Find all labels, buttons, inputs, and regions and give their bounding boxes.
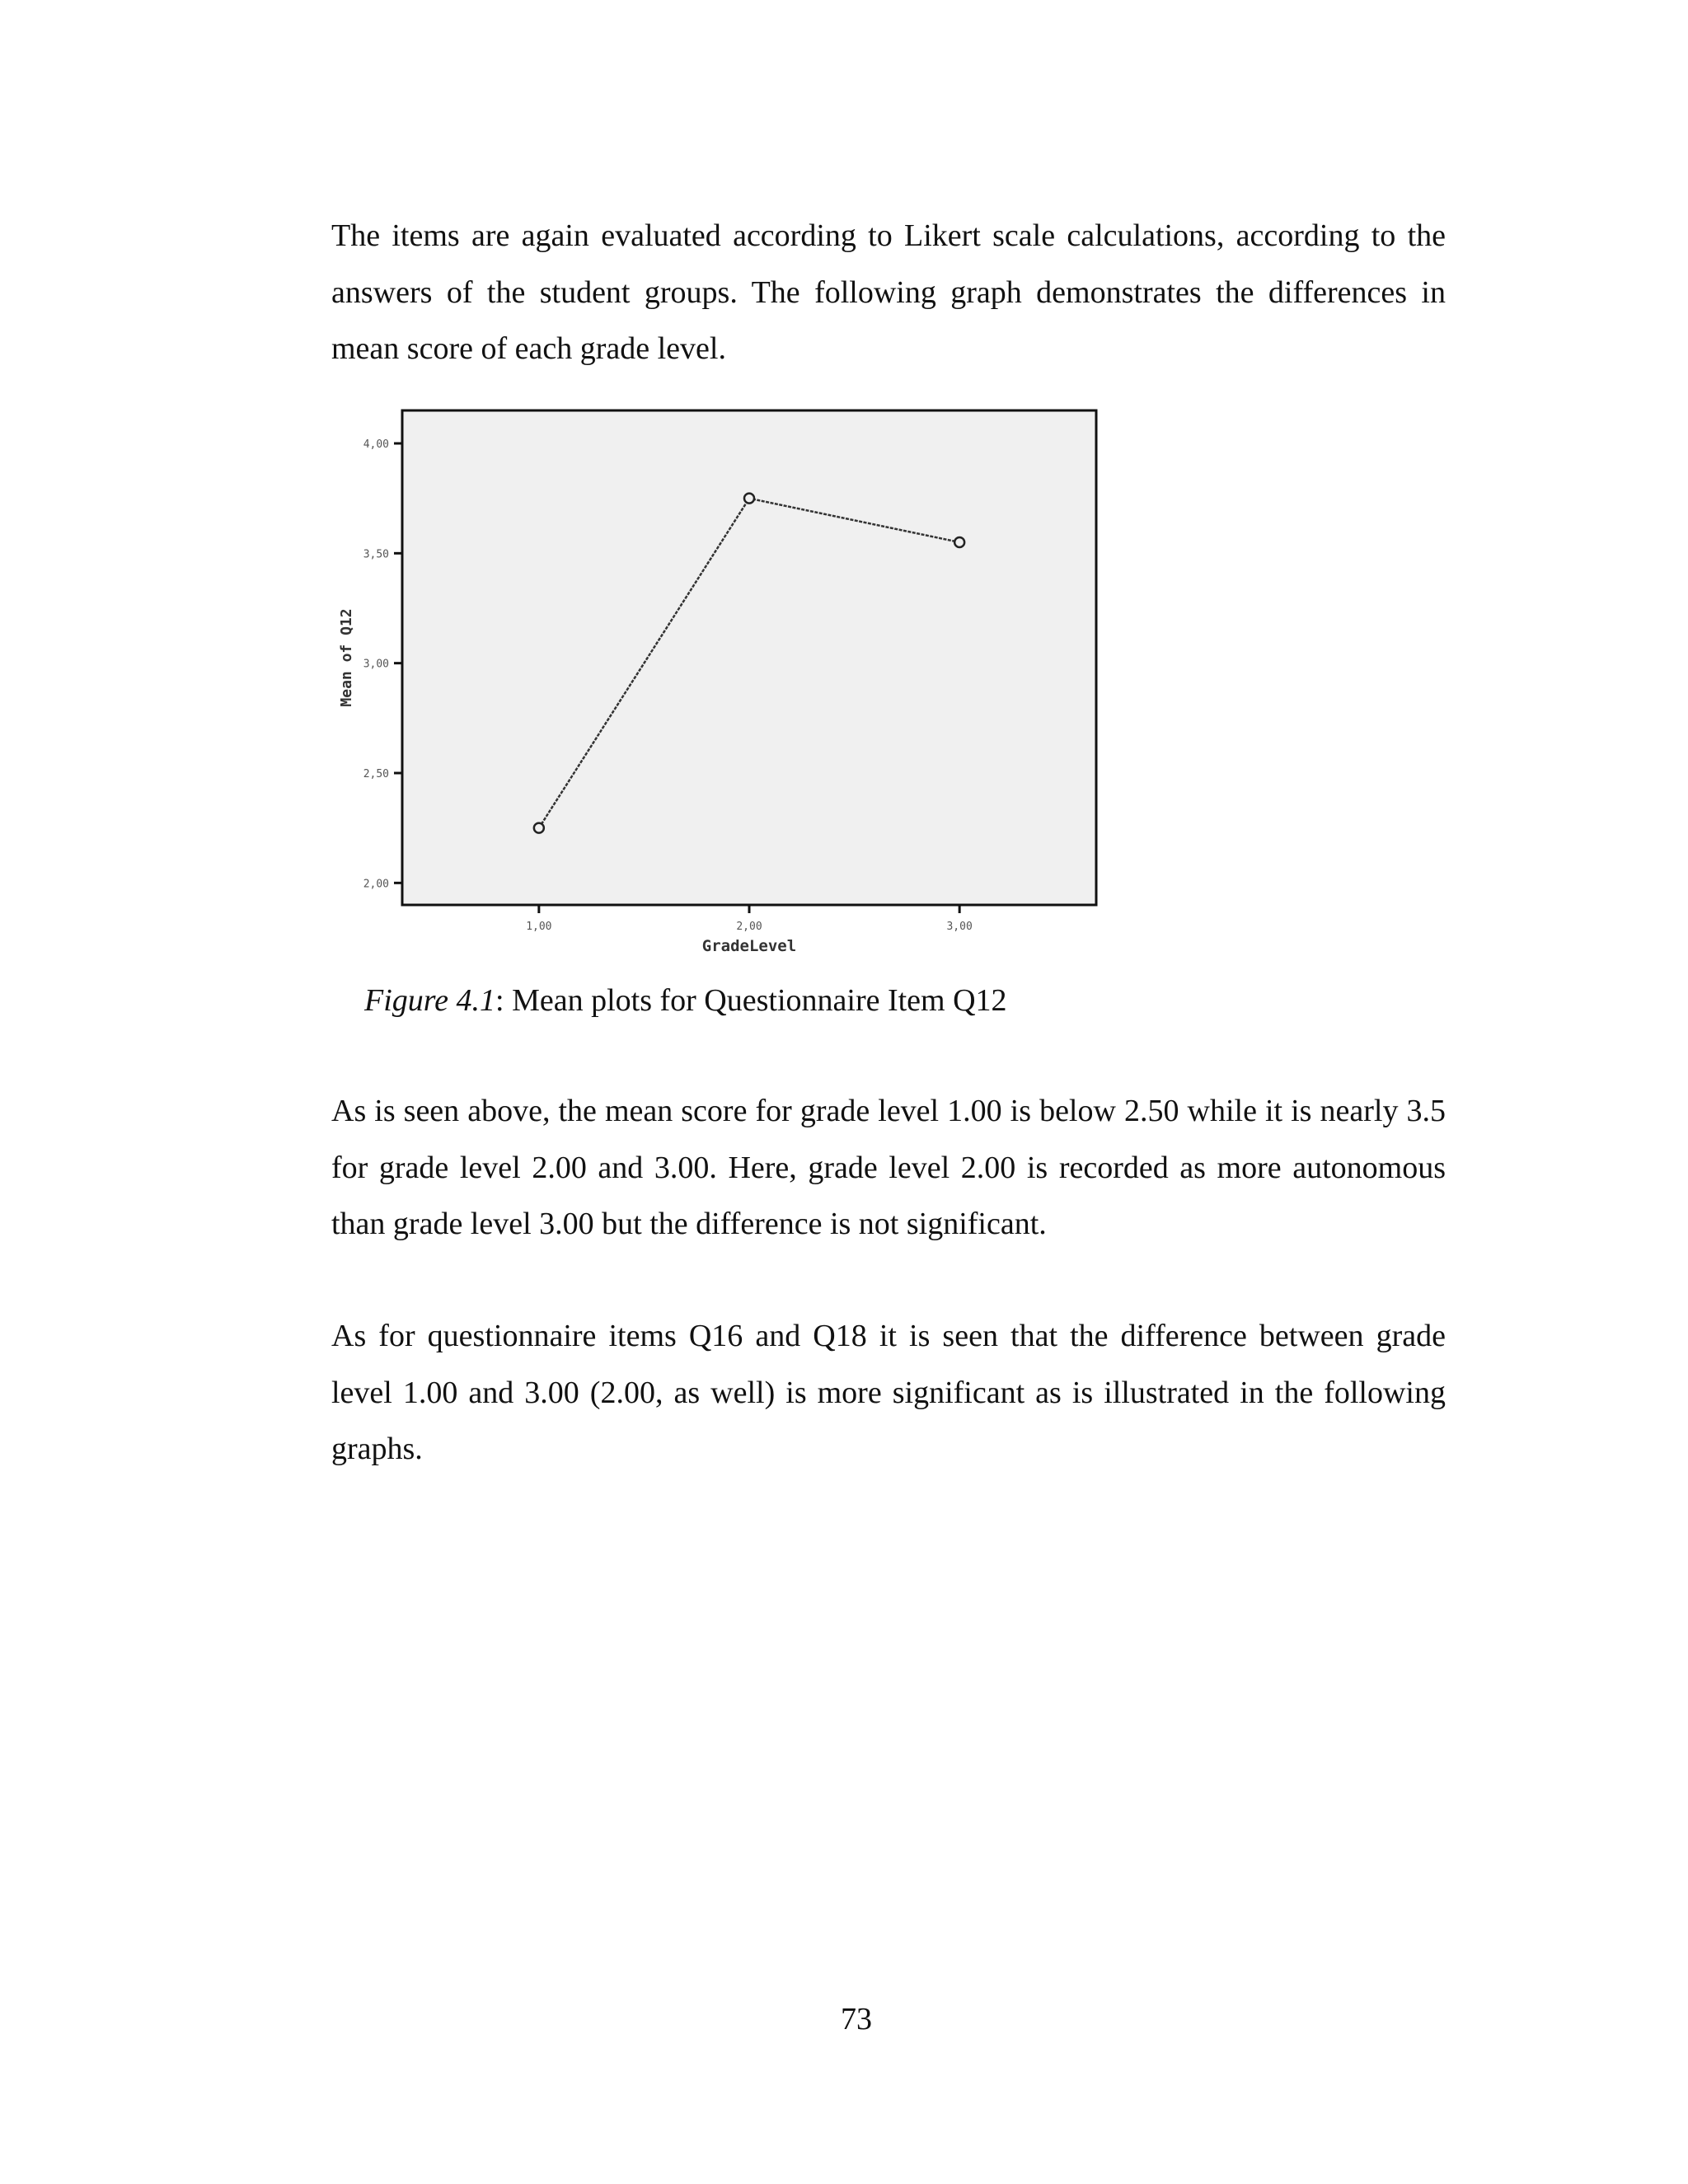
page-number: 73 [841, 2002, 872, 2036]
intro-paragraph: The items are again evaluated according to Likert scale calculations, according to the answers of the student groups. The following graph demonstrates the differences in mean score of each grade level. [331, 218, 1446, 366]
data-point-marker [534, 823, 544, 833]
y-axis-label: Mean of Q12 [338, 608, 355, 707]
figure-label: Figure 4.1 [364, 983, 496, 1018]
y-tick-label: 3,00 [363, 658, 389, 671]
mean-plot-chart [330, 401, 1113, 969]
figure-caption [364, 976, 1007, 1025]
x-tick-label: 2,00 [736, 921, 762, 933]
data-point-marker [954, 537, 964, 547]
y-axis [363, 438, 402, 890]
y-tick-label: 2,00 [363, 878, 389, 891]
data-point-marker [744, 494, 754, 504]
y-tick-label: 2,50 [363, 768, 389, 780]
figure-caption-text: : Mean plots for Questionnaire Item Q12 [495, 983, 1007, 1018]
x-axis-label: GradeLevel [701, 937, 797, 955]
y-tick-label: 4,00 [363, 438, 389, 451]
discussion-paragraph: As is seen above, the mean score for grade level 1.00 is below 2.50 while it is nearly 3.5 for grade level 2.00 and 3.00. Here, grade level 2.00 is recorded as more autonomous than grade level 3.00 but the difference is not significant. [331, 1094, 1446, 1241]
x-tick-label: 3,00 [946, 921, 973, 933]
plot-area [402, 410, 1096, 905]
next-paragraph: As for questionnaire items Q16 and Q18 it is seen that the difference between grade level 1.00 and 3.00 (2.00, as well) is more significant as is illustrated in the following graphs. [331, 1319, 1446, 1466]
x-tick-label: 1,00 [526, 921, 552, 933]
y-tick-label: 3,50 [363, 548, 389, 561]
x-axis [526, 905, 973, 933]
